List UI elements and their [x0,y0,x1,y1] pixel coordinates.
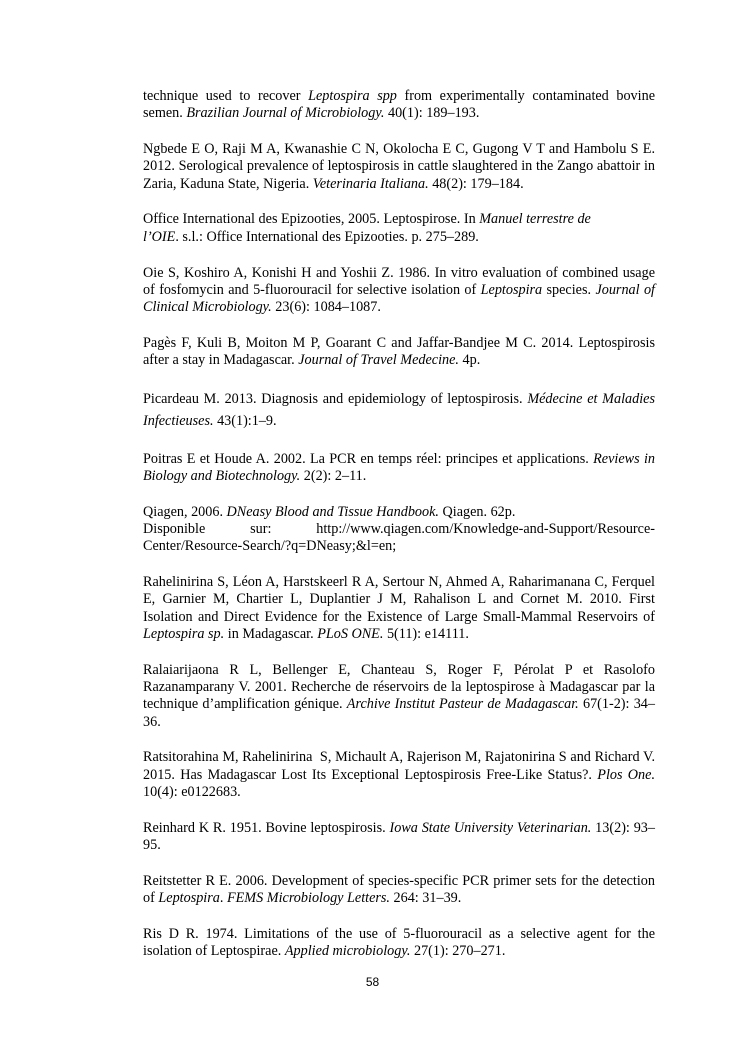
ref-italic: Leptospira [480,281,543,298]
ref-text: 43(1):1–9. [213,413,277,430]
ref-text: Qiagen. 62p. [438,503,516,520]
ref-text: 2(2): 2–11. [300,467,367,484]
ref-text: 67(1-2): 34–36. [143,696,655,730]
ref-text: Ris D R. 1974. Limitations of the use of 5-fluorouracil as a selective agent for the isolation of Leptospirae. [143,926,655,960]
ref-text: Qiagen, 2006. [143,503,227,520]
ref-journal: Médecine et Maladies Infectieuses. [143,391,655,430]
reference-entry [143,335,655,370]
ref-journal: Journal of Clinical Microbiology. [143,281,655,316]
ref-text: from experimentally contaminated bovine semen. [143,88,655,122]
reference-entry [143,265,655,317]
ref-text: Ratsitorahina M, Rahelinirina S, Michault A, Rajerison M, Rajatonirina S and Richard V. 2015. Has Madagascar Lost Its Exceptional Leptospirosis Free-Like Status?. [143,749,659,783]
ref-text: sur: [250,520,272,537]
ref-journal: Reviews in Biology and Biotechnology. [143,450,655,484]
reference-entry [143,451,655,486]
ref-text: Picardeau M. 2013. Diagnosis and epidemiology of leptospirosis. [143,391,528,408]
ref-journal: FEMS Microbiology Letters. [226,890,390,907]
reference-entry [143,141,655,193]
ref-text: Disponible [143,520,206,537]
ref-text: 4p. [458,352,481,369]
ref-journal: PLoS ONE. [317,625,384,642]
ref-text: . s.l.: Office International des Epizooties. p. 275–289. [175,228,479,245]
ref-journal: Veterinaria Italiana. [312,175,429,192]
ref-italic: Leptospira sp. [143,625,225,642]
ref-text: 48(2): 179–184. [428,175,524,192]
ref-journal: Applied microbiology. [284,943,411,960]
ref-italic: Manuel terrestre de [479,211,591,228]
ref-italic: Leptospira spp [308,88,397,104]
ref-text: Office International des Epizooties, 2005. Leptospirose. In [143,211,480,228]
ref-url: http://www.qiagen.com/Knowledge-and-Support/Resource- [316,520,655,537]
page-number: 58 [365,975,380,989]
reference-entry [143,873,655,908]
ref-text: Ralaiarijaona R L, Bellenger E, Chanteau S, Roger F, Pérolat P et Rasolofo Razanamparany V. 2001. Recherche de réservoirs de la leptospirose à Madagascar par la technique d’amplification génique. [143,661,655,713]
ref-text: technique used to recover [143,88,309,104]
ref-text: species. [542,281,596,298]
ref-text: 23(6): 1084–1087. [271,299,381,316]
ref-text: 13(2): 93–95. [143,819,655,854]
ref-italic: DNeasy Blood and Tissue Handbook. [226,503,439,520]
ref-journal: Archive Institut Pasteur de Madagascar. [346,696,579,713]
ref-journal: Brazilian Journal of Microbiology. [186,105,385,122]
ref-journal: Journal of Travel Medecine. [298,352,459,369]
ref-text: 40(1): 189–193. [384,105,480,122]
ref-text: 10(4): e0122683. [143,766,659,801]
ref-italic: Leptospira [158,890,220,907]
ref-text: Ngbede E O, Raji M A, Kwanashie C N, Okolocha E C, Gugong V T and Hambolu S E. 2012. Serological prevalence of leptospirosis in cattle slaughtered in the Zango abattoir in Zaria, Kaduna State, Nigeria. [143,141,655,192]
ref-text: Reitstetter R E. 2006. Development of species-specific PCR primer sets for the detection of [143,872,655,907]
ref-text: 5(11): e14111. [383,625,469,642]
reference-entry [143,926,655,961]
ref-url: Center/Resource-Search/?q=DNeasy;&l=en; [143,538,397,555]
reference-entry [143,211,655,246]
ref-text: Pagès F, Kuli B, Moiton M P, Goarant C and Jaffar-Bandjee M C. 2014. Leptospirosis after a stay in Madagascar. [143,334,655,369]
ref-journal: Iowa State University Veterinarian. [389,819,592,836]
ref-text: Reinhard K R. 1951. Bovine leptospirosis. [143,819,390,836]
reference-entry [143,574,655,643]
url-line [143,521,655,538]
reference-entry [143,820,655,855]
ref-text: 264: 31–39. [389,890,462,907]
reference-entry [143,388,655,432]
ref-journal: Plos One. [597,766,655,783]
ref-text: Oie S, Koshiro A, Konishi H and Yoshii Z. 1986. In vitro evaluation of combined usage of fosfomycin and 5-fluorouracil for selective isolation of [143,264,655,298]
reference-entry [143,88,655,123]
ref-text: . [219,890,227,907]
reference-entry [143,504,655,556]
reference-list [143,88,659,979]
ref-text: in Madagascar. [224,625,318,642]
ref-text: 27(1): 270–271. [410,943,506,960]
ref-text: Rahelinirina S, Léon A, Harstskeerl R A, Sertour N, Ahmed A, Raharimanana C, Ferquel E, Garnier M, Chartier L, Duplantier J M, Rahalison L and Cornet M. 2010. First Isolation and Direct Evidence for the Existence of Large Small-Mammal Reservoirs of [143,574,655,625]
ref-text: Poitras E et Houde A. 2002. La PCR en temps réel: principes et applications. [143,450,594,467]
ref-italic: l’OIE [143,228,176,245]
reference-entry [143,662,655,731]
reference-entry [143,749,659,801]
